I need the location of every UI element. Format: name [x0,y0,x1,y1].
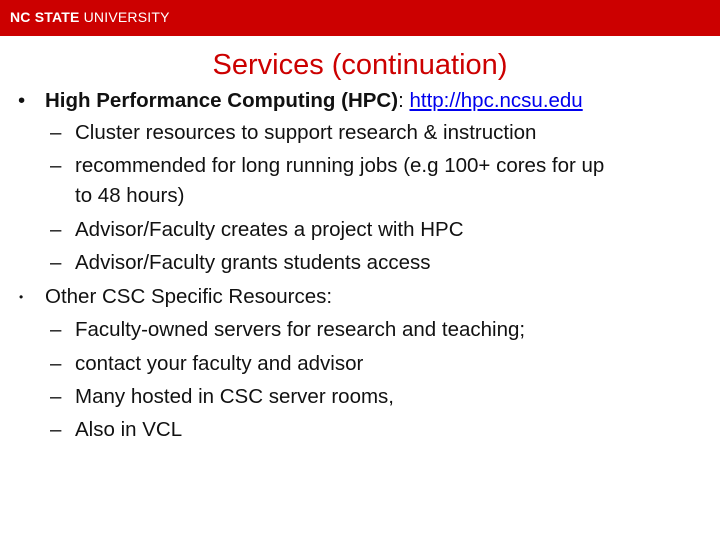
sub-item-text: Also in VCL [75,418,183,441]
sub-item-text: contact your faculty and advisor [75,352,364,375]
dash-icon: – [50,218,62,241]
sub-item-text: Advisor/Faculty creates a project with HPC [75,218,464,241]
sub-item-text: Advisor/Faculty grants students access [75,251,431,274]
dash-icon: – [50,154,62,177]
bullet-other-csc-label: Other CSC Specific Resources: [45,285,333,308]
sub-item-text: recommended for long running jobs (e.g 100+ cores for up [75,154,605,177]
header-bar [0,0,720,36]
bullet-hpc-label: High Performance Computing (HPC) [45,89,399,112]
bullet-icon: • [19,290,24,304]
logo-rest-text: UNIVERSITY [79,9,170,25]
hpc-link[interactable]: http://hpc.ncsu.edu [409,89,583,112]
dash-icon: – [50,352,62,375]
dash-icon: – [50,121,62,144]
sub-item-text: Faculty-owned servers for research and teaching; [75,318,526,341]
university-logo [10,9,170,25]
sub-item-text: Cluster resources to support research & instruction [75,121,537,144]
dash-icon: – [50,251,62,274]
dash-icon: – [50,385,62,408]
bullet-icon: • [18,89,26,112]
dash-icon: – [50,318,62,341]
dash-icon: – [50,418,62,441]
sub-item-text: to 48 hours) [75,184,185,207]
logo-bold-text: NC STATE [10,9,80,25]
sub-item-text: Many hosted in CSC server rooms, [75,385,395,408]
bullet-hpc-separator: : [398,89,410,112]
slide-title: Services (continuation) [212,49,508,81]
